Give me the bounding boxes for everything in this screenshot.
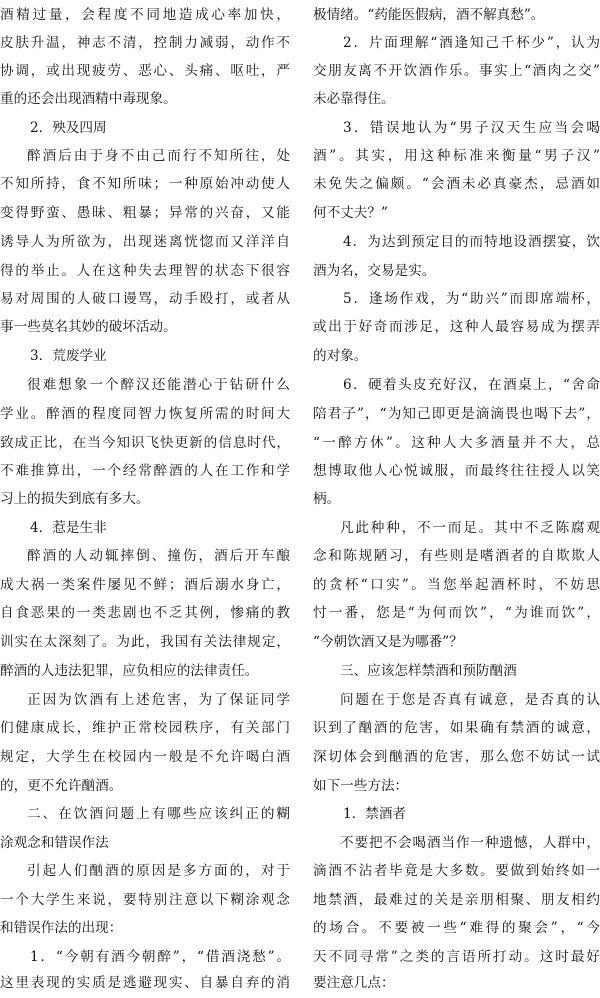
text-line: 柄。 xyxy=(313,491,341,507)
text-line: 醉酒的人违法犯罪，应负相应的法律责任。 xyxy=(0,663,259,679)
text-line: 和错误作法的出现： xyxy=(0,920,123,936)
text-line: 们健康成长，维护正常校园秩序，有关部门 xyxy=(0,720,290,736)
text-line: 1．“今朝有酒今朝醉”，“借酒浇愁”。 xyxy=(30,949,290,965)
text-line: 变得野蛮、愚昧、粗暴；异常的兴奋，又能 xyxy=(0,205,290,221)
text-line: 成大祸一类案件屡见不鲜；酒后溺水身亡， xyxy=(0,577,290,593)
text-line: 陪君子”，“为知己即更是滴滴畏也喝下去”， xyxy=(313,406,600,422)
text-line: “一醉方休”。这种人大多酒量并不大，总 xyxy=(313,435,600,451)
text-line: 深切体会到酗酒的危害，那么您不妨试一试 xyxy=(313,749,600,765)
text-line: 的场合。不要被一些“难得的聚会”，“今 xyxy=(313,920,600,936)
text-line: 3．错误地认为“男子汉天生应当会喝 xyxy=(343,120,600,136)
section-heading: 二、在饮酒问题上有哪些应该纠正的糊 xyxy=(27,806,290,822)
text-line: 识到了酗酒的危害，如果确有禁酒的诚意， xyxy=(313,720,600,736)
text-line: 酒精过量，会程度不同地造成心率加快， xyxy=(0,7,290,23)
text-line: “今朝饮酒又是为哪番”？ xyxy=(313,634,463,650)
subheading: 1．禁酒者 xyxy=(343,806,407,822)
text-line: 的，更不允许酗酒。 xyxy=(0,778,123,794)
text-line: 想博取他人心悦诚服，而最终往往授人以笑 xyxy=(313,463,600,479)
section-heading: 涂观念和错误作法 xyxy=(0,835,109,851)
text-line: 习上的损失到底有多大。 xyxy=(0,491,150,507)
text-line: 自食恶果的一类悲剧也不乏其例，惨痛的教 xyxy=(0,605,290,621)
text-line: 滴酒不沾者毕竟是大多数。要做到始终如一 xyxy=(313,863,600,879)
text-line: 忖一番，您是“为何而饮”，“为谁而饮”， xyxy=(313,605,600,621)
subheading: 2．殃及四周 xyxy=(30,120,107,136)
text-line: 醉酒的人动辄摔倒、撞伤，酒后开车酿 xyxy=(27,548,290,564)
text-line: 未免失之偏颇。“会酒未必真豪杰，忌酒如 xyxy=(313,176,600,192)
text-line: 皮肤升温，神志不清，控制力减弱，动作不 xyxy=(0,35,290,51)
text-line: 重的还会出现酒精中毒现象。 xyxy=(0,91,177,107)
text-line: 这里表现的实质是逃避现实、自暴自弃的消 xyxy=(0,975,290,991)
text-line: 5．逢场作戏，为“助兴”而即席端杯， xyxy=(343,291,600,307)
text-line: 很难想象一个醉汉还能潜心于钻研什么 xyxy=(27,377,290,393)
text-line: 极情绪。“药能医假病，酒不解真愁”。 xyxy=(313,7,545,23)
text-line: 正因为饮酒有上述危害，为了保证同学 xyxy=(27,692,290,708)
text-line: 的贪杯“口实”。当您举起酒杯时，不妨思 xyxy=(313,577,600,593)
text-line: 不知所持，食不知所味；一种原始冲动使人 xyxy=(0,176,290,192)
text-line: 学业。醉酒的程度同智力恢复所需的时间大 xyxy=(0,406,290,422)
text-line: 天不同寻常”之类的言语所打动。这时最好 xyxy=(313,949,600,965)
text-line: 4．为达到预定目的而特地设酒摆宴，饮 xyxy=(343,234,600,250)
text-line: 如下一些方法： xyxy=(313,778,409,794)
text-line: 地禁酒，最难过的关是亲朋相聚、朋友相约 xyxy=(313,892,600,908)
text-line: 酒为名，交易是实。 xyxy=(313,263,436,279)
text-line: 诱导人为所欲为，出现迷离恍惚而又洋洋自 xyxy=(0,234,290,250)
text-line: 训实在太深刻了。为此，我国有关法律规定， xyxy=(0,634,290,650)
text-line: 不难推算出，一个经常醉酒的人在工作和学 xyxy=(0,463,290,479)
text-line: 问题在于您是否真有诚意，是否真的认 xyxy=(340,692,600,708)
text-line: 规定，大学生在校园内一般是不允许喝白酒 xyxy=(0,749,290,765)
subheading: 3．荒废学业 xyxy=(30,348,107,364)
text-line: 念和陈规陋习，有些则是嗜酒者的自欺欺人 xyxy=(313,548,600,564)
text-line: 要注意几点： xyxy=(313,975,395,991)
text-line: 协调，或出现疲劳、恶心、头痛、呕吐，严 xyxy=(0,63,290,79)
subheading: 4．惹是生非 xyxy=(30,520,107,536)
text-line: 得的举止。人在这种失去理智的状态下很容 xyxy=(0,263,290,279)
text-line: 何不丈夫？” xyxy=(313,205,388,221)
text-line: 6．硬着头皮充好汉，在酒桌上，“舍命 xyxy=(343,377,600,393)
text-line: 引起人们酗酒的原因是多方面的，对于 xyxy=(27,863,290,879)
text-line: 事一些莫名其妙的破坏活动。 xyxy=(0,319,177,335)
section-heading: 三、应该怎样禁酒和预防酗酒 xyxy=(340,663,517,679)
text-line: 的对象。 xyxy=(313,348,368,364)
text-line: 或出于好奇而涉足，这种人最容易成为摆弄 xyxy=(313,319,600,335)
text-line: 2．片面理解“酒逢知己千杯少”，认为 xyxy=(343,35,600,51)
text-line: 凡此种种，不一而足。其中不乏陈腐观 xyxy=(340,520,600,536)
text-line: 醉酒后由于身不由己而行不知所往，处 xyxy=(27,148,290,164)
text-line: 不要把不会喝酒当作一种遗憾，人群中， xyxy=(340,835,600,851)
text-line: 一个大学生来说，要特别注意以下糊涂观念 xyxy=(0,892,290,908)
text-line: 致成正比，在当今知识飞快更新的信息时代， xyxy=(0,435,290,451)
text-line: 易对周围的人破口谩骂，动手殴打，或者从 xyxy=(0,291,290,307)
text-line: 酒”。其实，用这种标准来衡量“男子汉” xyxy=(313,148,600,164)
text-line: 交朋友离不开饮酒作乐。事实上“酒肉之交” xyxy=(313,63,600,79)
text-line: 未必靠得住。 xyxy=(313,91,395,107)
